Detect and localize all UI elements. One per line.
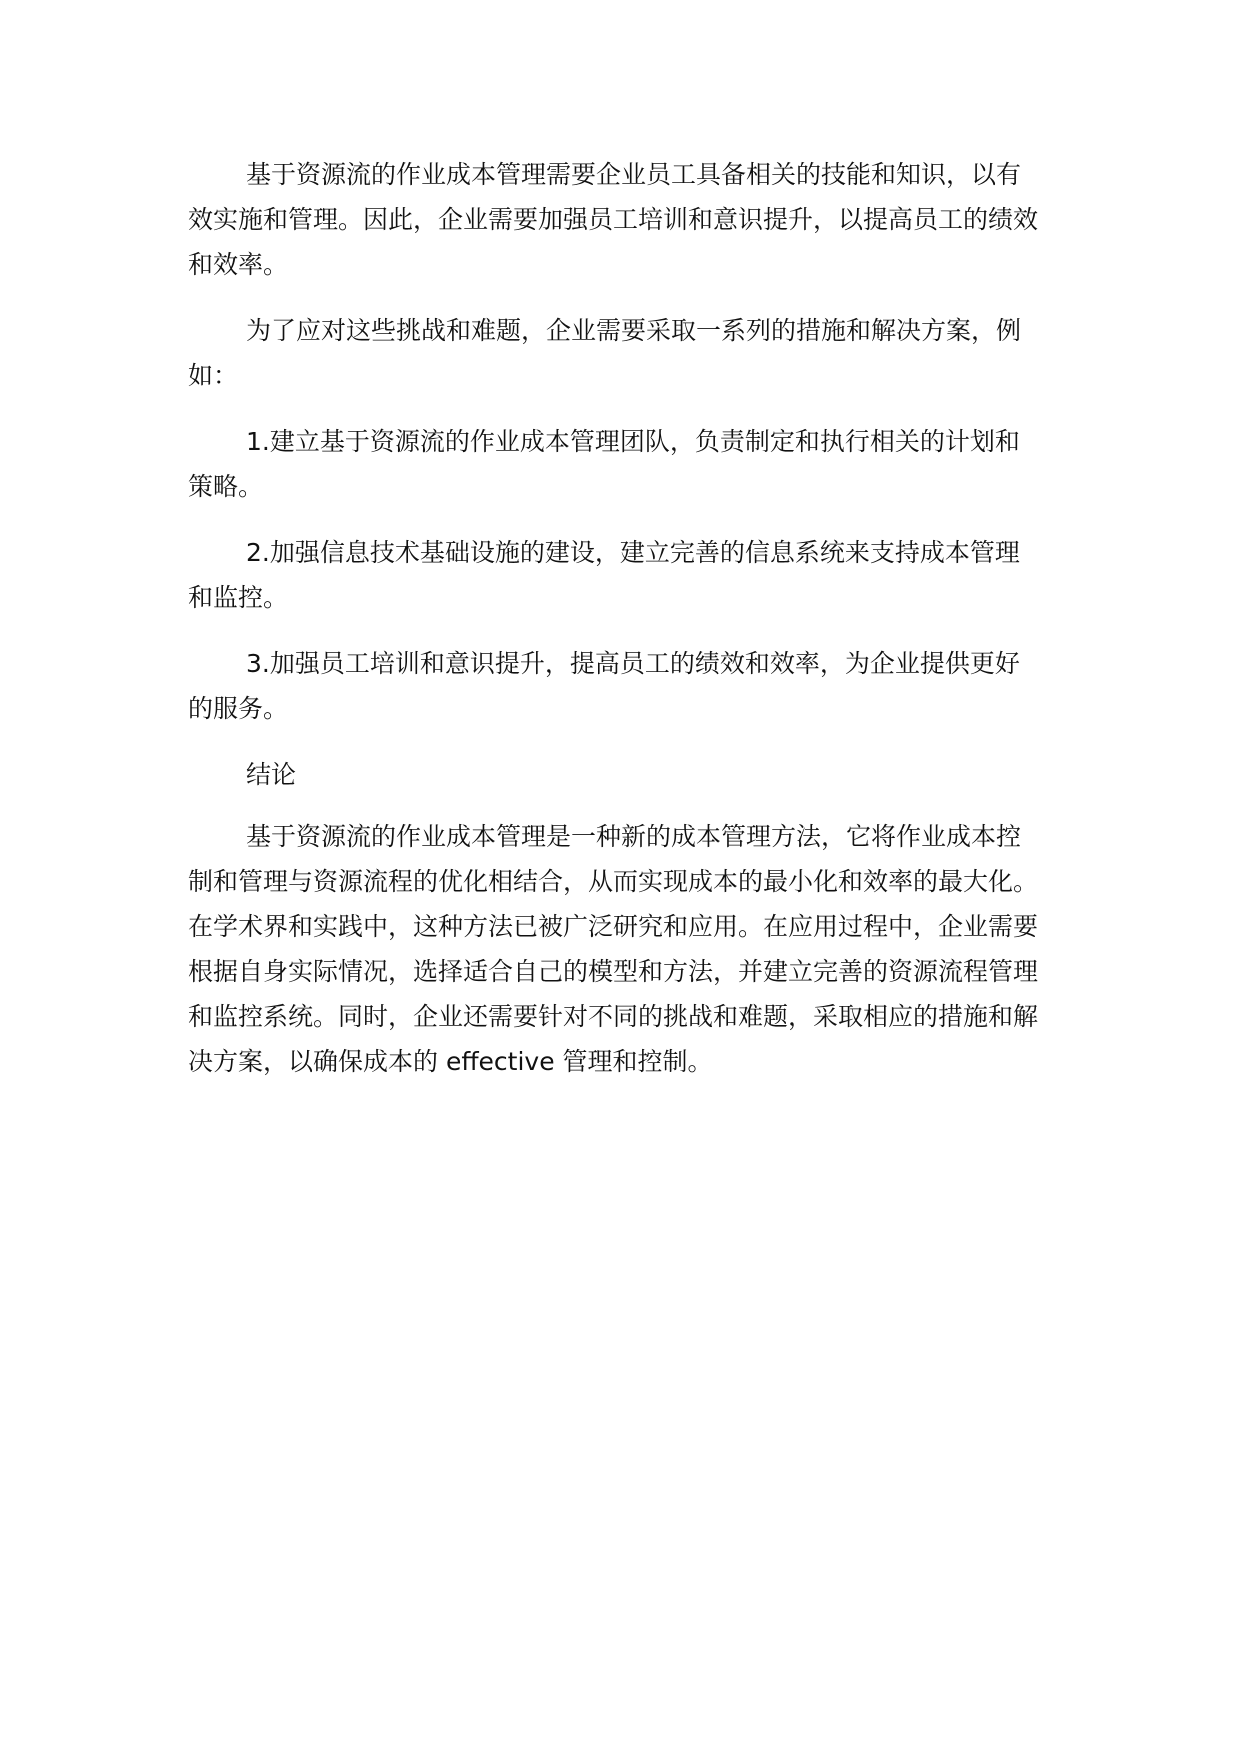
list-item-measure-2: 2.加强信息技术基础设施的建设，建立完善的信息系统来支持成本管理和监控。: [188, 538, 1020, 612]
section-heading-conclusion: 结论: [246, 760, 297, 789]
paragraph-staff-skills: 基于资源流的作业成本管理需要企业员工具备相关的技能和知识，以有效实施和管理。因此，企业需要加强员工培训和意识提升，以提高员工的绩效和效率。: [188, 160, 1039, 279]
paragraph-conclusion: 基于资源流的作业成本管理是一种新的成本管理方法，它将作业成本控制和管理与资源流程的优化相结合，从而实现成本的最小化和效率的最大化。在学术界和实践中，这种方法已被广泛研究和应用。在应用过程中，企业需要根据自身实际情况，选择适合自己的模型和方法，并建立完善的资源流程管理和监控系统。同时，企业还需要针对不同的挑战和难题，采取相应的措施和解决方案，以确保成本的 effective 管理和控制。: [188, 822, 1039, 1076]
list-item-measure-1: 1.建立基于资源流的作业成本管理团队，负责制定和执行相关的计划和策略。: [188, 427, 1020, 501]
document-body: [188, 152, 1038, 1105]
paragraph-measures-intro: 为了应对这些挑战和难题，企业需要采取一系列的措施和解决方案，例如：: [188, 316, 1022, 390]
list-item-measure-3: 3.加强员工培训和意识提升，提高员工的绩效和效率，为企业提供更好的服务。: [188, 649, 1020, 723]
